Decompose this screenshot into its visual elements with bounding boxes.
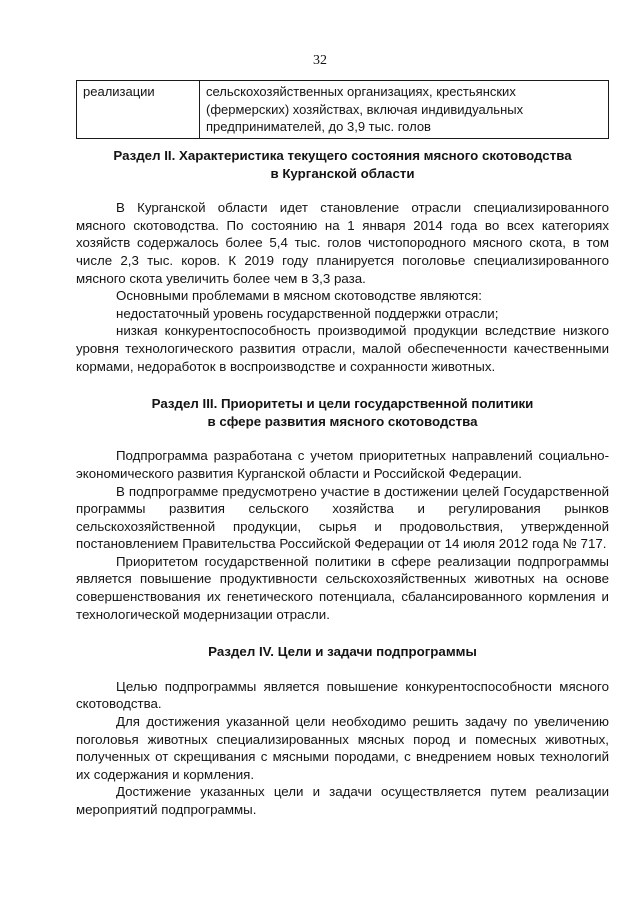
paragraph: Достижение указанных цели и задачи осуществляется путем реализации мероприятий подпрограммы. <box>76 784 609 817</box>
section-2-heading-line: Раздел II. Характеристика текущего состояния мясного скотоводства <box>113 148 572 163</box>
section-3-heading <box>76 395 609 430</box>
paragraph: Подпрограмма разработана с учетом приоритетных направлений социально-экономического развития Курганской области и Российской Федерации. <box>76 448 609 481</box>
section-4-heading: Раздел IV. Цели и задачи подпрограммы <box>208 644 477 660</box>
paragraph: Основными проблемами в мясном скотоводстве являются: <box>116 288 482 304</box>
paragraph: Приоритетом государственной политики в сфере реализации подпрограммы является повышение продуктивности сельскохозяйственных животных на основе совершенствования их генетического потенциала, сбалансированного кормления и технологической модернизации отрасли. <box>76 553 609 622</box>
section-3-heading-line: в сфере развития мясного скотоводства <box>207 413 478 429</box>
section-2-heading-line: в Курганской области <box>270 165 415 181</box>
section-2-heading <box>76 147 609 182</box>
paragraph: недостаточный уровень государственной поддержки отрасли; <box>116 305 499 321</box>
table-cell-line: сельскохозяйственных организациях, крестьянских <box>206 84 516 99</box>
paragraph: В подпрограмме предусмотрено участие в достижении целей Государственной программы развития сельского хозяйства и регулирования рынков сельскохозяйственной продукции, сырья и продовольствия, утвержденной постановлением Правительства Российской Федерации от 14 июля 2012 года № 717. <box>76 483 609 552</box>
table-cell-indicator: реализации <box>77 81 200 139</box>
document-body <box>76 147 609 819</box>
table-row <box>77 81 609 139</box>
page-number: 32 <box>313 53 327 68</box>
continuation-table <box>76 80 609 139</box>
paragraph: низкая конкурентоспособность производимой продукции вследствие низкого уровня технологического развития отрасли, малой обеспеченности качественными кормами, недоработок в воспроизводстве и сохранности животных. <box>76 323 609 374</box>
table-cell-line: предпринимателей, до 3,9 тыс. голов <box>206 119 431 134</box>
paragraph: Для достижения указанной цели необходимо решить задачу по увеличению поголовья животных специализированных мясных пород и помесных животных, полученных от скрещивания с мясными породами, с внедрением новых технологий их содержания и кормления. <box>76 714 609 782</box>
table-cell-line: (фермерских) хозяйствах, включая индивидуальных <box>206 101 524 117</box>
paragraph: В Курганской области идет становление отрасли специализированного мясного скотоводства. По состоянию на 1 января 2014 года во всех категориях хозяйств содержалось более 5,4 тыс. голов чистопородного мясного скота, в том числе 2,3 тыс. коров. К 2019 году планируется поголовье специализированного мясного скота увеличить более чем в 3,3 раза. <box>76 200 609 286</box>
table-cell-description <box>200 81 609 139</box>
paragraph: Целью подпрограммы является повышение конкурентоспособности мясного скотоводства. <box>76 678 609 712</box>
section-3-heading-line: Раздел III. Приоритеты и цели государственной политики <box>151 396 534 412</box>
